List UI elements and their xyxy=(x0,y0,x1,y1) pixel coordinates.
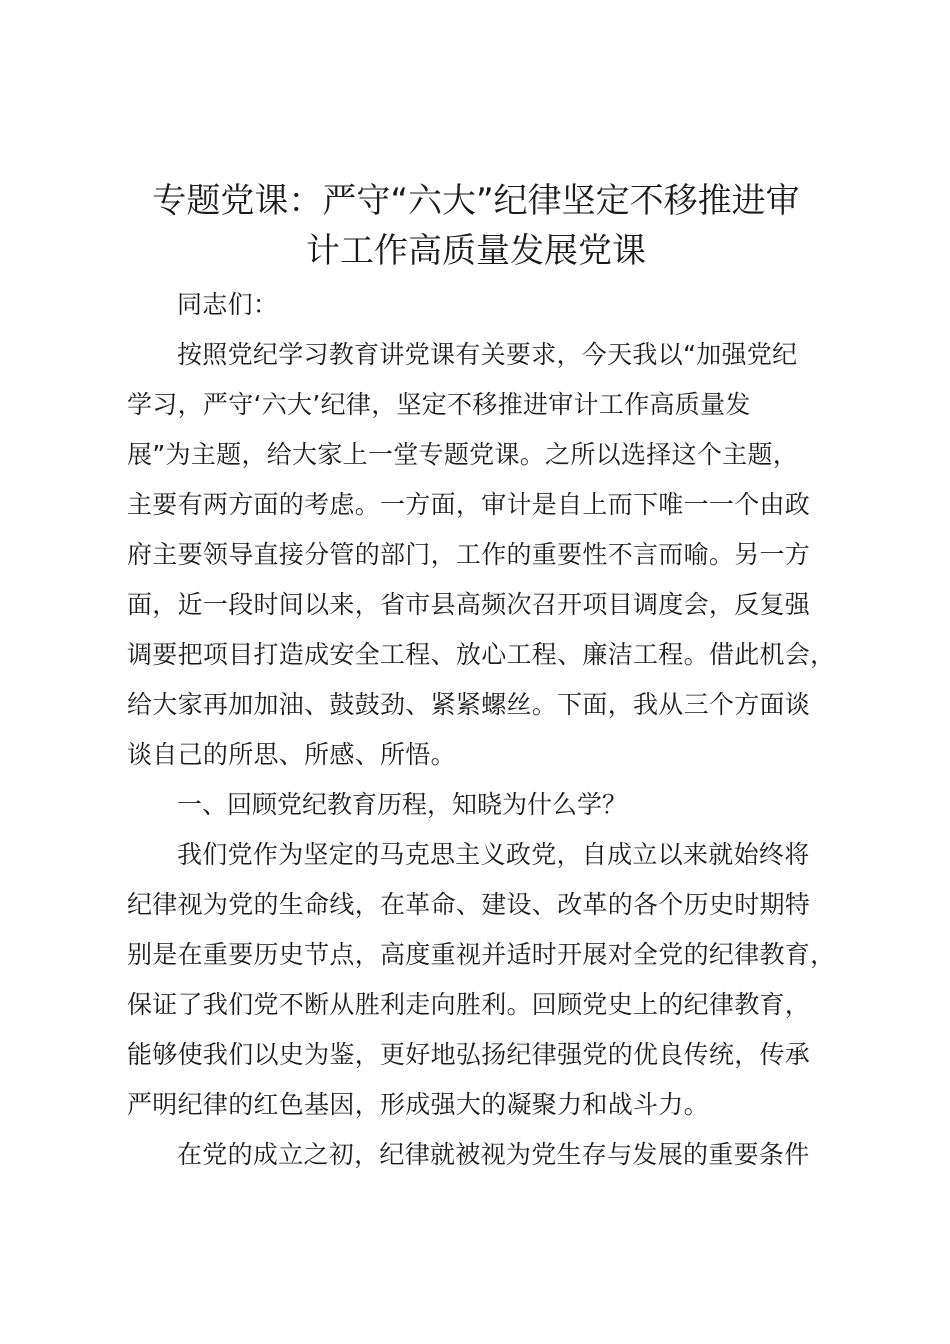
title-line-2: 计工作高质量发展党课 xyxy=(306,231,646,271)
paragraph-line: 展”为主题，给大家上一堂专题党课。之所以选择这个主题， xyxy=(127,440,799,469)
paragraph-line: 保证了我们党不断从胜利走向胜利。回顾党史上的纪律教育， xyxy=(127,990,811,1019)
paragraph-line: 学习，严守‘六大’纪律，坚定不移推进审计工作高质量发 xyxy=(127,390,751,419)
paragraph-2 xyxy=(127,830,836,1130)
paragraph-3 xyxy=(127,1130,829,1180)
paragraph-line: 面，近一段时间以来，省市县高频次召开项目调度会，反复强 xyxy=(127,590,811,619)
paragraph-line: 别是在重要历史节点，高度重视并适时开展对全党的纪律教育， xyxy=(127,940,836,969)
paragraph-line: 严明纪律的红色基因，形成强大的凝聚力和战斗力。 xyxy=(127,1090,709,1119)
paragraph-1 xyxy=(127,330,836,780)
paragraph-line: 主要有两方面的考虑。一方面，审计是自上而下唯一一个由政 xyxy=(127,490,811,519)
salutation: 同志们： xyxy=(177,290,279,319)
paragraph-line: 在党的成立之初，纪律就被视为党生存与发展的重要条件 xyxy=(177,1140,810,1169)
paragraph-line: 按照党纪学习教育讲党课有关要求，今天我以“加强党纪 xyxy=(177,340,798,369)
paragraph-line: 府主要领导直接分管的部门，工作的重要性不言而喻。另一方 xyxy=(127,540,811,569)
paragraph-line: 我们党作为坚定的马克思主义政党，自成立以来就始终将 xyxy=(177,840,810,869)
paragraph-line: 给大家再加加油、鼓鼓劲、紧紧螺丝。下面，我从三个方面谈 xyxy=(127,690,811,719)
paragraph-line: 谈自己的所思、所感、所悟。 xyxy=(127,740,456,769)
document-title xyxy=(120,176,832,276)
section-heading-1: 一、回顾党纪教育历程，知晓为什么学？ xyxy=(177,790,628,819)
title-line-1: 专题党课：严守“六大”纪律坚定不移推进审 xyxy=(152,181,800,221)
document-body xyxy=(127,280,836,1180)
paragraph-line: 能够使我们以史为鉴，更好地弘扬纪律强党的优良传统，传承 xyxy=(127,1040,811,1069)
paragraph-line: 调要把项目打造成安全工程、放心工程、廉洁工程。借此机会， xyxy=(127,640,836,669)
paragraph-line: 纪律视为党的生命线，在革命、建设、改革的各个历史时期特 xyxy=(127,890,811,919)
